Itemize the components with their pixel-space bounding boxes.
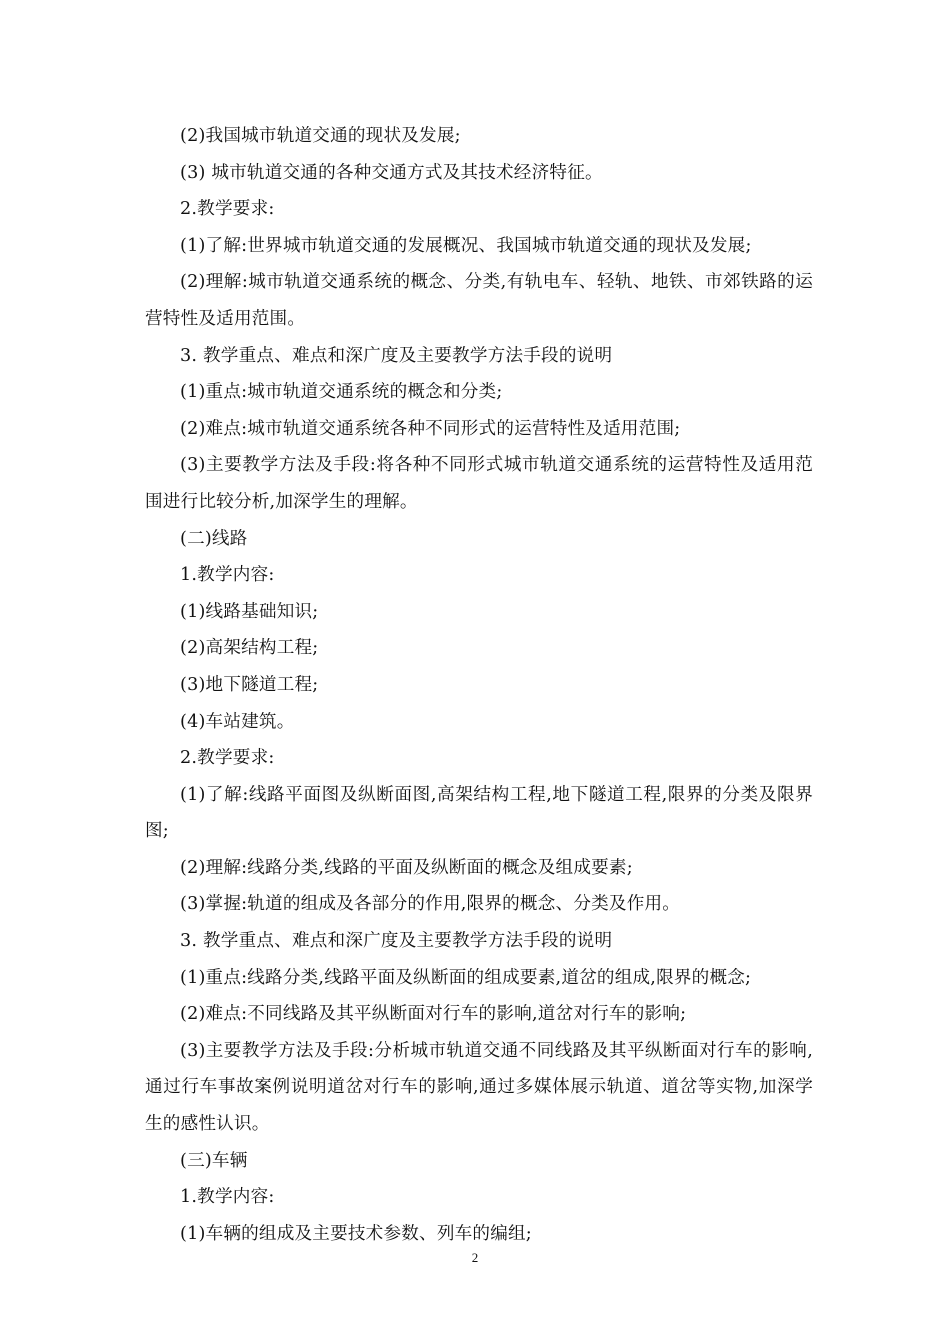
paragraph: (3)主要教学方法及手段:将各种不同形式城市轨道交通系统的运营特性及适用范围进行比较分析,加深学生的理解。 [145, 455, 813, 512]
paragraph: (2)我国城市轨道交通的现状及发展; [180, 126, 461, 146]
paragraph: 2.教学要求: [180, 199, 275, 220]
paragraph: (3) 城市轨道交通的各种交通方式及其技术经济特征。 [180, 162, 603, 183]
paragraph: 1.教学内容: [180, 565, 275, 586]
paragraph: (2)理解:城市轨道交通系统的概念、分类,有轨电车、轻轨、地铁、市郊铁路的运营特性及适用范围。 [145, 272, 813, 329]
paragraph: (2)理解:线路分类,线路的平面及纵断面的概念及组成要素; [180, 857, 633, 878]
paragraph: (1)了解:线路平面图及纵断面图,高架结构工程,地下隧道工程,限界的分类及限界图; [145, 784, 813, 842]
paragraph: (3)地下隧道工程; [180, 674, 319, 695]
paragraph: 2.教学要求: [180, 748, 275, 769]
paragraph: (3)主要教学方法及手段:分析城市轨道交通不同线路及其平纵断面对行车的影响,通过行车事故案例说明道岔对行车的影响,通过多媒体展示轨道、道岔等实物,加深学生的感性认识。 [145, 1040, 813, 1135]
paragraph: (1)线路基础知识; [180, 601, 319, 622]
paragraph: (1)车辆的组成及主要技术参数、列车的编组; [180, 1223, 532, 1244]
paragraph: (4)车站建筑。 [180, 711, 295, 732]
paragraph: (2)难点:不同线路及其平纵断面对行车的影响,道岔对行车的影响; [180, 1004, 687, 1025]
paragraph: (2)高架结构工程; [180, 638, 319, 659]
paragraph: (1)了解:世界城市轨道交通的发展概况、我国城市轨道交通的现状及发展; [180, 235, 752, 256]
paragraph: (2)难点:城市轨道交通系统各种不同形式的运营特性及适用范围; [180, 418, 681, 439]
paragraph: 1.教学内容: [180, 1187, 275, 1208]
section-heading: (二)线路 [180, 528, 248, 549]
paragraph: (1)重点:线路分类,线路平面及纵断面的组成要素,道岔的组成,限界的概念; [180, 967, 752, 988]
paragraph: (1)重点:城市轨道交通系统的概念和分类; [180, 382, 503, 403]
section-heading: (三)车辆 [180, 1150, 248, 1171]
paragraph: 3. 教学重点、难点和深广度及主要教学方法手段的说明 [180, 345, 613, 366]
paragraph: 3. 教学重点、难点和深广度及主要教学方法手段的说明 [180, 931, 613, 952]
paragraph: (3)掌握:轨道的组成及各部分的作用,限界的概念、分类及作用。 [180, 894, 681, 915]
page-number: 2 [471, 1250, 479, 1265]
document-body [145, 118, 813, 1252]
